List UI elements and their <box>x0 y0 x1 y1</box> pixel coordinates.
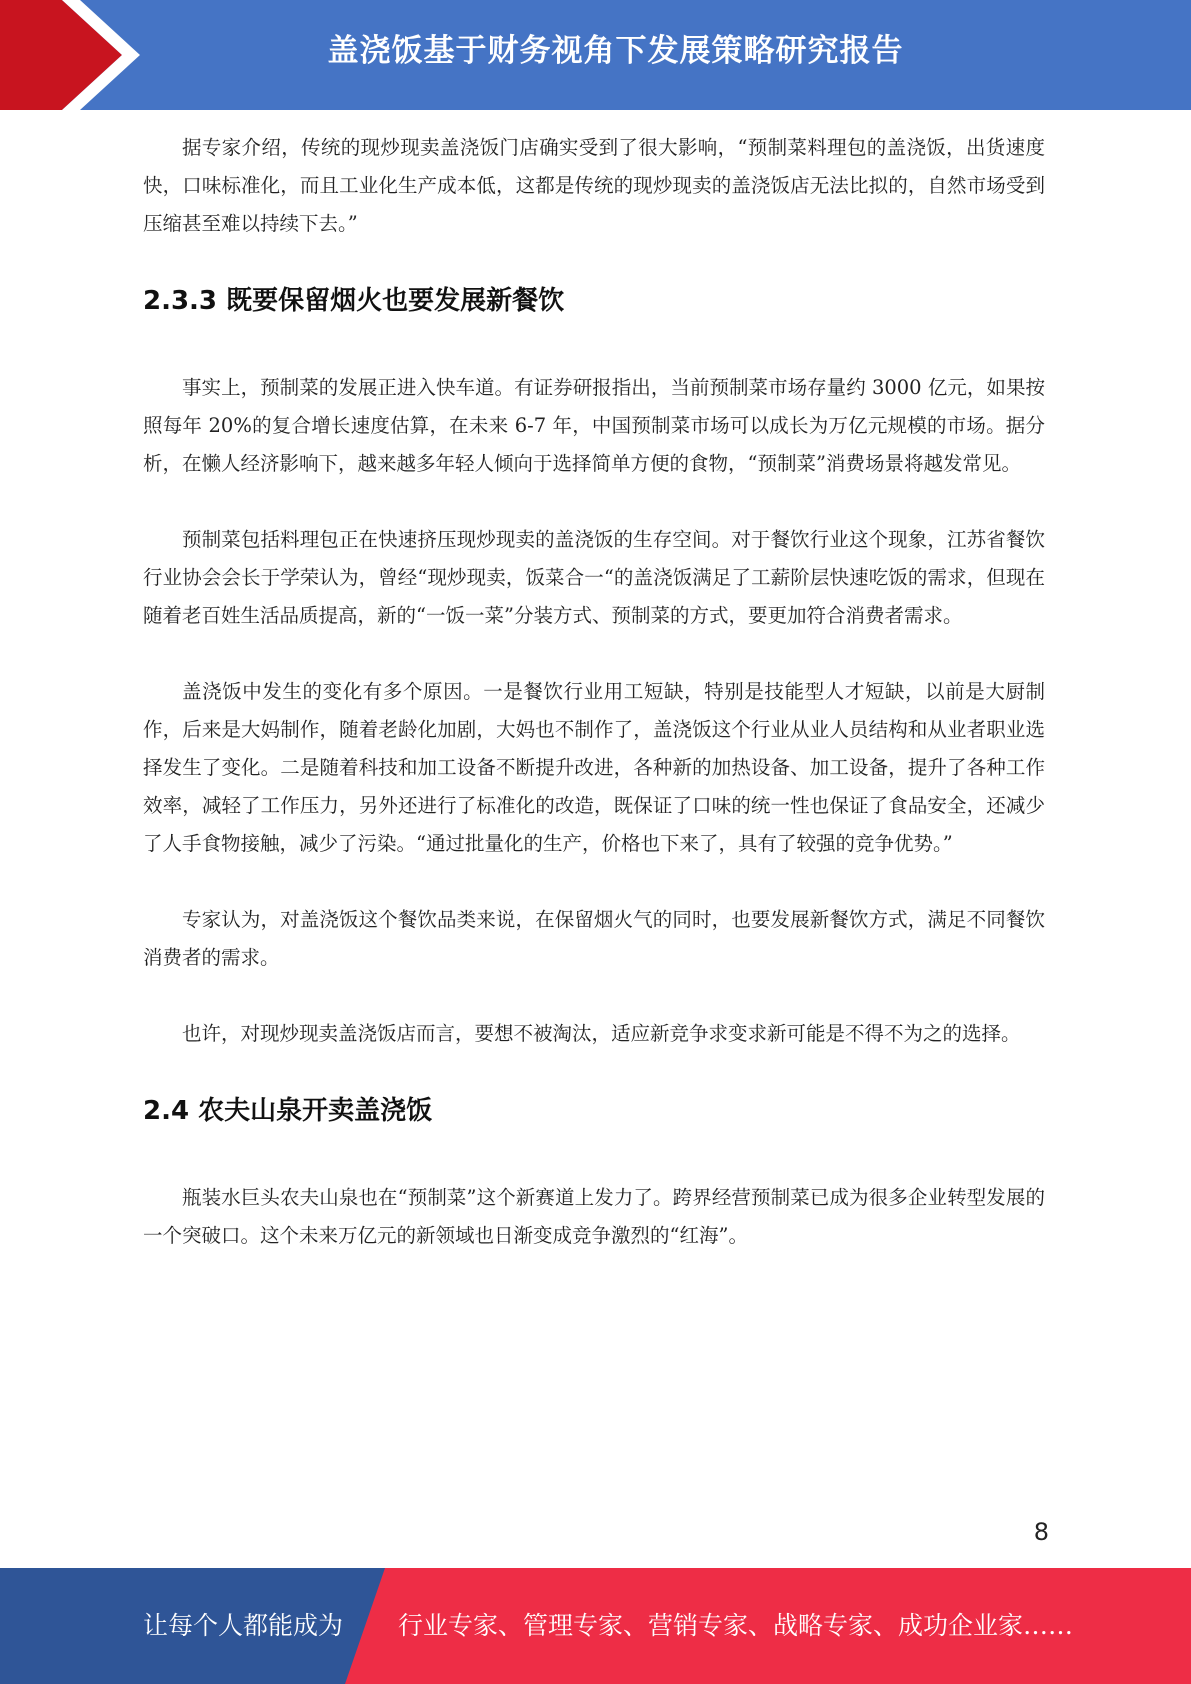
paragraph: 预制菜包括料理包正在快速挤压现炒现卖的盖浇饭的生存空间。对于餐饮行业这个现象，江苏省餐饮行业协会会长于学荣认为，曾经“现炒现卖，饭菜合一“的盖浇饭满足了工薪阶层快速吃饭的需求，但现在随着老百姓生活品质提高，新的“一饭一菜”分装方式、预制菜的方式，要更加符合消费者需求。 <box>143 528 1045 627</box>
page-header <box>0 0 1191 110</box>
paragraph: 专家认为，对盖浇饭这个餐饮品类来说，在保留烟火气的同时，也要发展新餐饮方式，满足不同餐饮消费者的需求。 <box>143 908 1045 969</box>
paragraph: 盖浇饭中发生的变化有多个原因。一是餐饮行业用工短缺，特别是技能型人才短缺，以前是大厨制作，后来是大妈制作，随着老龄化加剧，大妈也不制作了，盖浇饭这个行业从业人员结构和从业者职业选择发生了变化。二是随着科技和加工设备不断提升改进，各种新的加热设备、加工设备，提升了各种工作效率，减轻了工作压力，另外还进行了标准化的改造，既保证了口味的统一性也保证了食品安全，还减少了人手食物接触，减少了污染。“通过批量化的生产，价格也下来了，具有了较强的竞争优势。” <box>143 680 1045 855</box>
report-title: 盖浇饭基于财务视角下发展策略研究报告 <box>327 33 904 69</box>
page-content <box>143 129 1045 1255</box>
section-heading: 2.3.3 既要保留烟火也要发展新餐饮 <box>143 286 565 316</box>
footer-slogan-left: 让每个人都能成为 <box>143 1611 344 1640</box>
footer-slogan-right: 行业专家、管理专家、营销专家、战略专家、成功企业家…… <box>398 1611 1074 1640</box>
page-number: 8 <box>1033 1518 1049 1546</box>
paragraph: 瓶装水巨头农夫山泉也在“预制菜”这个新赛道上发力了。跨界经营预制菜已成为很多企业转型发展的一个突破口。这个未来万亿元的新领域也日渐变成竞争激烈的“红海”。 <box>143 1186 1045 1247</box>
paragraph: 据专家介绍，传统的现炒现卖盖浇饭门店确实受到了很大影响，“预制菜料理包的盖浇饭，出货速度快，口味标准化，而且工业化生产成本低，这都是传统的现炒现卖的盖浇饭店无法比拟的，自然市场受到压缩甚至难以持续下去。” <box>143 136 1045 235</box>
section-heading: 2.4 农夫山泉开卖盖浇饭 <box>143 1096 433 1126</box>
page-footer <box>0 1568 1191 1684</box>
paragraph: 事实上，预制菜的发展正进入快车道。有证券研报指出，当前预制菜市场存量约 3000 亿元，如果按照每年 20%的复合增长速度估算，在未来 6-7 年，中国预制菜市场可以成长为万亿元规模的市场。据分析，在懒人经济影响下，越来越多年轻人倾向于选择简单方便的食物，“预制菜”消费场景将越发常见。 <box>143 376 1045 475</box>
paragraph: 也许，对现炒现卖盖浇饭店而言，要想不被淘汰，适应新竞争求变求新可能是不得不为之的选择。 <box>182 1022 1021 1045</box>
